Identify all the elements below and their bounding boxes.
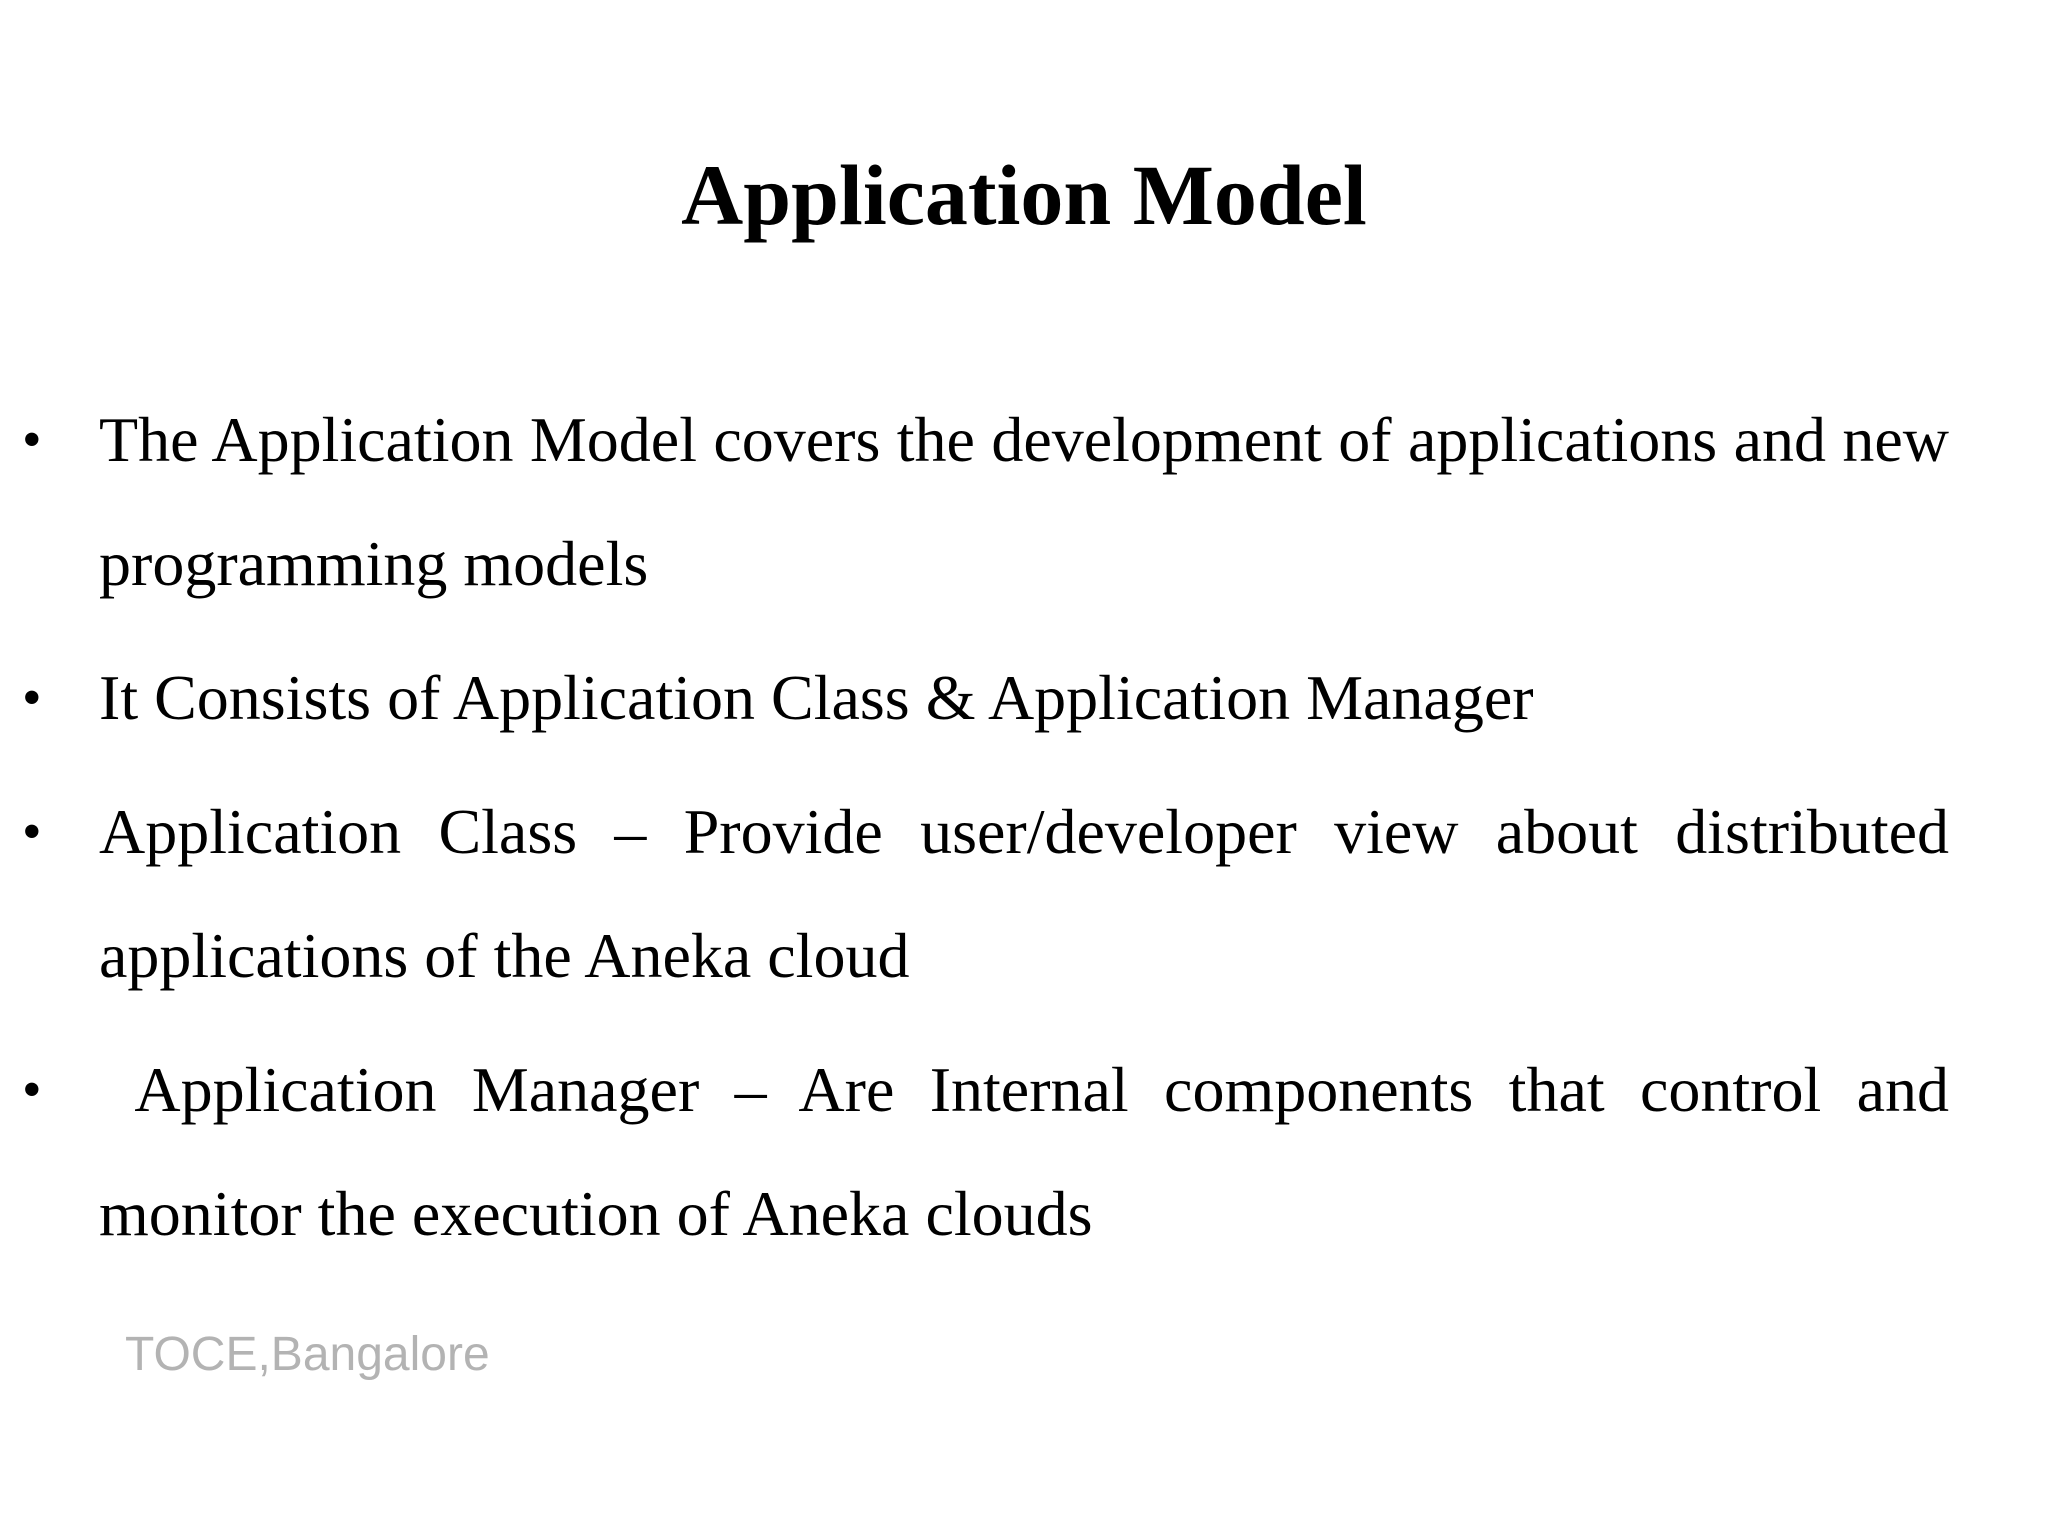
bullet-marker: • <box>22 1059 42 1121</box>
bullet-marker: • <box>22 409 42 471</box>
bullet-text: Application Manager – Are Internal components that control and monitor the execution of Aneka clouds <box>99 1054 1966 1249</box>
bullet-text: Application Class – Provide user/developer view about distributed applications of the Aneka cloud <box>99 796 1949 991</box>
bullet-text: It Consists of Application Class & Application Manager <box>99 662 1534 733</box>
bullet-item <box>0 378 2048 626</box>
bullet-text: The Application Model covers the development of applications and new programming models <box>99 404 1949 599</box>
bullet-list <box>0 378 2048 1286</box>
bullet-item <box>0 1028 2048 1276</box>
bullet-marker: • <box>22 801 42 863</box>
bullet-item <box>0 770 2048 1018</box>
slide-title: Application Model <box>681 147 1367 243</box>
footer-institution: TOCE,Bangalore <box>125 1328 490 1381</box>
bullet-marker: • <box>22 667 42 729</box>
bullet-item <box>0 636 2048 760</box>
